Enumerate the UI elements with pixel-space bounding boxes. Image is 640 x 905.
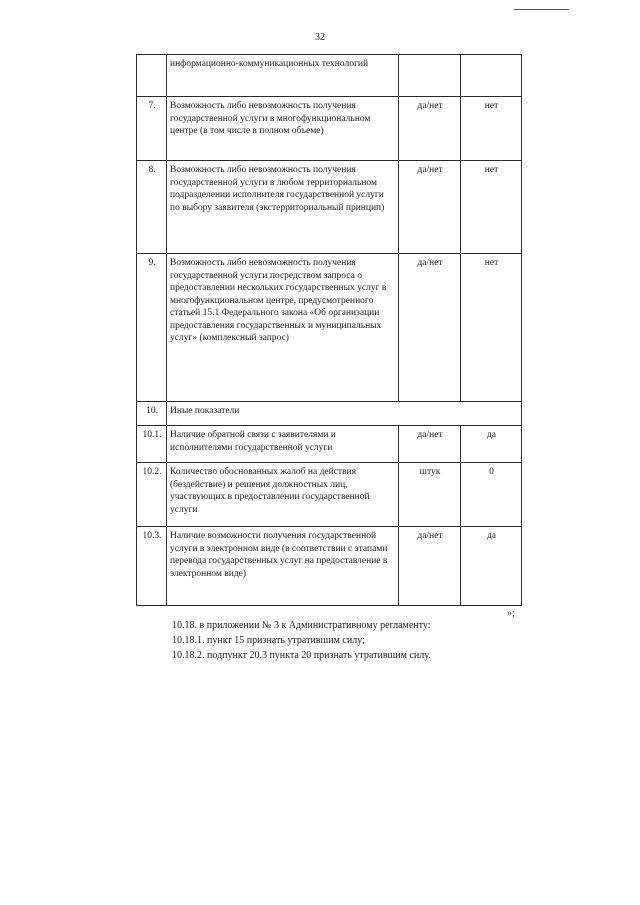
row-number	[137, 55, 167, 97]
row-value: нет	[461, 254, 522, 402]
row-value: да	[461, 527, 522, 606]
table-row	[137, 527, 522, 606]
table-row	[137, 97, 522, 161]
amendment-line: 10.18.1. пункт 15 признать утратившим силу;	[172, 635, 365, 646]
scan-corner-mark	[514, 9, 569, 10]
row-number: 9.	[137, 254, 167, 402]
row-value: да	[461, 426, 522, 463]
row-description: Возможность либо невозможность получения государственной услуги в любом территориальном подразделении исполнителя государственной услуги по выбору заявителя (экстерриториальный принцип)	[167, 161, 399, 254]
table-row	[137, 254, 522, 402]
row-value: нет	[461, 161, 522, 254]
row-value	[461, 55, 522, 97]
table-row	[137, 463, 522, 527]
closing-quote: »;	[507, 608, 515, 619]
row-unit: да/нет	[399, 97, 461, 161]
table-section-row	[137, 402, 522, 426]
row-number: 10.3.	[137, 527, 167, 606]
row-description: Возможность либо невозможность получения государственной услуги в многофункциональном центре (в том числе в полном объеме)	[167, 97, 399, 161]
row-description: Количество обоснованных жалоб на действия (бездействие) и решения должностных лиц, участвующих в предоставлении государственной услуги	[167, 463, 399, 527]
row-number: 10.	[137, 402, 167, 426]
row-description: Возможность либо невозможность получения государственной услуги посредством запроса о предоставлении нескольких государственных услуг в многофункциональном центре, предусмотренного статьей 15.1 Федерального закона «Об организации предоставления государственных и муниципальных услуг» (комплексный запрос)	[167, 254, 399, 402]
row-number: 10.1.	[137, 426, 167, 463]
row-unit	[399, 55, 461, 97]
table-row	[137, 161, 522, 254]
row-number: 7.	[137, 97, 167, 161]
row-unit: штук	[399, 463, 461, 527]
section-title: Иные показатели	[167, 402, 522, 426]
row-unit: да/нет	[399, 161, 461, 254]
row-unit: да/нет	[399, 254, 461, 402]
row-unit: да/нет	[399, 426, 461, 463]
row-value: нет	[461, 97, 522, 161]
row-description: Наличие возможности получения государственной услуги в электронном виде (в соответствии с этапами перевода государственных услуг на предоставление в электронном виде)	[167, 527, 399, 606]
table-row	[137, 55, 522, 97]
amendment-line: 10.18.2. подпункт 20.3 пункта 20 признать утратившим силу.	[172, 650, 431, 661]
row-value: 0	[461, 463, 522, 527]
page-number: 32	[315, 32, 325, 43]
row-description: информационно-коммуникационных технологий	[167, 55, 399, 97]
row-unit: да/нет	[399, 527, 461, 606]
row-number: 10.2.	[137, 463, 167, 527]
amendment-text	[172, 618, 522, 663]
row-description: Наличие обратной связи с заявителями и исполнителями государственной услуги	[167, 426, 399, 463]
indicators-table	[136, 54, 522, 606]
row-number: 8.	[137, 161, 167, 254]
table-row	[137, 426, 522, 463]
amendment-line: 10.18. в приложении № 3 к Административному регламенту:	[172, 620, 431, 631]
